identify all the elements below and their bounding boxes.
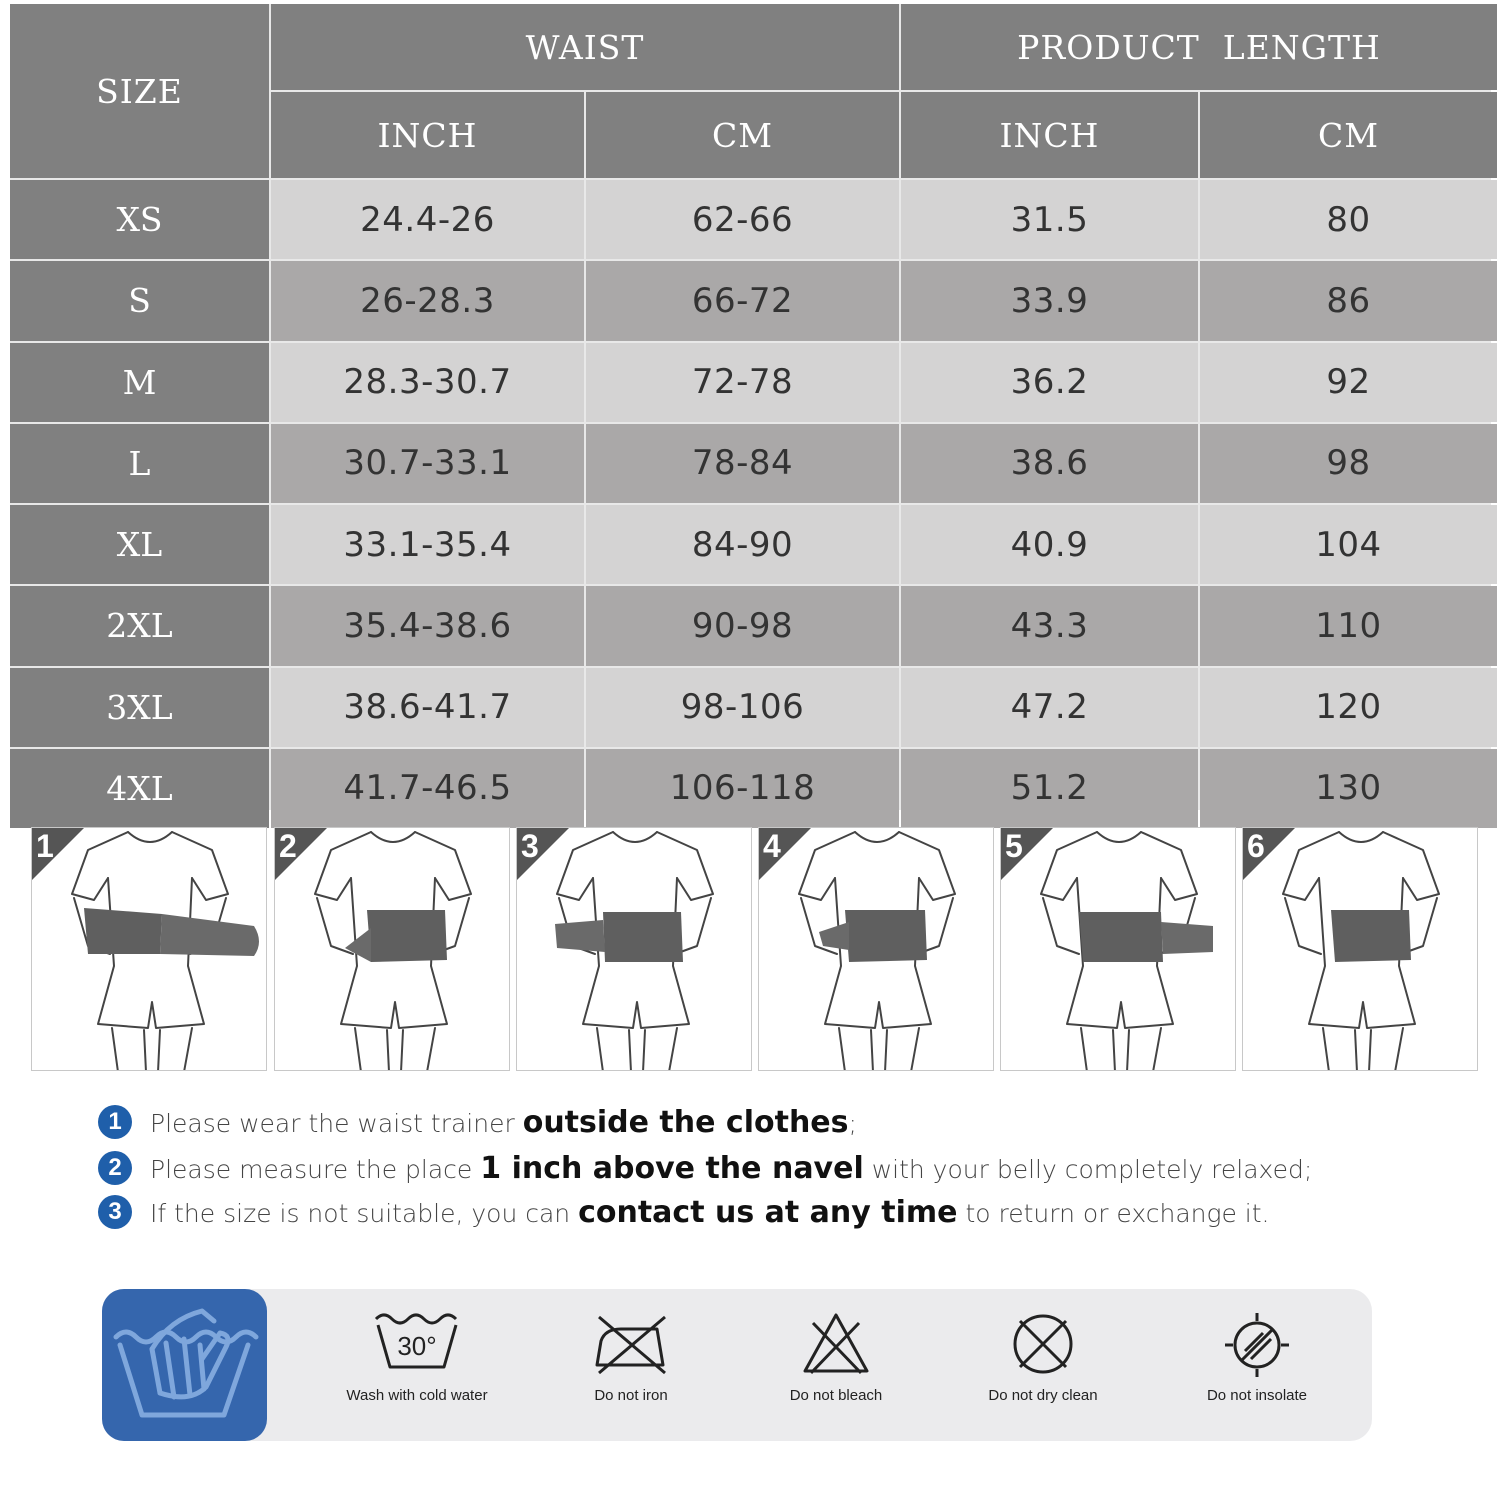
- waist-inch-cell: 28.3-30.7: [271, 343, 584, 422]
- step-panel: [274, 827, 510, 1071]
- waist-inch-cell: 26-28.3: [271, 261, 584, 340]
- length-inch-cell: 36.2: [901, 343, 1198, 422]
- length-cm-cell: 92: [1200, 343, 1497, 422]
- note-text: [150, 1105, 857, 1140]
- step-illustration-icon: [1001, 828, 1236, 1071]
- length-inch-cell: 43.3: [901, 586, 1198, 665]
- care-item: [531, 1303, 731, 1433]
- waist-inch-cell: 41.7-46.5: [271, 749, 584, 828]
- step-number: 3: [521, 828, 539, 864]
- note-text: [150, 1151, 1312, 1186]
- length-cm-cell: 110: [1200, 586, 1497, 665]
- waist-inch-cell: 35.4-38.6: [271, 586, 584, 665]
- care-label: Do not dry clean: [988, 1387, 1098, 1404]
- waist-inch-cell: 38.6-41.7: [271, 668, 584, 747]
- hand-wash-badge: [102, 1289, 267, 1441]
- size-chart-table: [10, 4, 1491, 810]
- note-text-bold: contact us at any time: [578, 1194, 958, 1230]
- wash-cold-icon: [317, 1311, 517, 1377]
- step-number: 6: [1247, 828, 1265, 864]
- waist-cm-cell: 84-90: [586, 505, 899, 584]
- size-label: L: [10, 424, 269, 503]
- note-number-badge: 2: [98, 1151, 132, 1185]
- length-cm-header: CM: [1200, 92, 1497, 178]
- step-number: 1: [36, 828, 54, 864]
- length-inch-cell: 40.9: [901, 505, 1198, 584]
- length-inch-cell: 47.2: [901, 668, 1198, 747]
- step-illustration-icon: [32, 828, 267, 1071]
- length-inch-cell: 51.2: [901, 749, 1198, 828]
- step-panel: [31, 827, 267, 1071]
- instruction-note: [98, 1102, 857, 1142]
- step-number: 2: [279, 828, 297, 864]
- length-cm-cell: 86: [1200, 261, 1497, 340]
- waist-cm-cell: 98-106: [586, 668, 899, 747]
- length-cm-cell: 120: [1200, 668, 1497, 747]
- length-inch-header: INCH: [901, 92, 1198, 178]
- note-text-plain: Please measure the place: [150, 1154, 481, 1184]
- product-length-header: PRODUCT LENGTH: [901, 4, 1497, 90]
- step-illustration-icon: [1243, 828, 1478, 1071]
- waist-inch-cell: 30.7-33.1: [271, 424, 584, 503]
- step-panel: [1242, 827, 1478, 1071]
- waist-cm-header: CM: [586, 92, 899, 178]
- care-label: Wash with cold water: [346, 1387, 488, 1404]
- step-number: 5: [1005, 828, 1023, 864]
- step-illustration-icon: [759, 828, 994, 1071]
- length-cm-cell: 80: [1200, 180, 1497, 259]
- waist-cm-cell: 78-84: [586, 424, 899, 503]
- no-dry-clean-icon: [943, 1311, 1143, 1377]
- size-label: M: [10, 343, 269, 422]
- waist-inch-cell: 33.1-35.4: [271, 505, 584, 584]
- waist-cm-cell: 62-66: [586, 180, 899, 259]
- note-text-plain: Please wear the waist trainer: [150, 1108, 523, 1138]
- note-number-badge: 3: [98, 1195, 132, 1229]
- size-label: 2XL: [10, 586, 269, 665]
- size-label: 4XL: [10, 749, 269, 828]
- waist-inch-cell: 24.4-26: [271, 180, 584, 259]
- care-label: Do not iron: [594, 1387, 668, 1404]
- step-panel: [516, 827, 752, 1071]
- waist-cm-cell: 106-118: [586, 749, 899, 828]
- hand-wash-icon: [102, 1289, 267, 1441]
- length-inch-cell: 38.6: [901, 424, 1198, 503]
- no-bleach-icon: [736, 1311, 936, 1377]
- length-cm-cell: 98: [1200, 424, 1497, 503]
- wearing-steps: [31, 827, 1479, 1071]
- note-number-badge: 1: [98, 1105, 132, 1139]
- waist-cm-cell: 72-78: [586, 343, 899, 422]
- size-label: XL: [10, 505, 269, 584]
- waist-cm-cell: 66-72: [586, 261, 899, 340]
- size-label: S: [10, 261, 269, 340]
- size-header: SIZE: [10, 4, 269, 178]
- step-illustration-icon: [517, 828, 752, 1071]
- instruction-note: [98, 1148, 1312, 1188]
- wash-temperature: 30°: [397, 1331, 437, 1361]
- instruction-note: [98, 1192, 1270, 1232]
- size-label: 3XL: [10, 668, 269, 747]
- no-iron-icon: [531, 1311, 731, 1377]
- care-item: [736, 1303, 936, 1433]
- step-panel: [758, 827, 994, 1071]
- waist-cm-cell: 90-98: [586, 586, 899, 665]
- step-panel: [1000, 827, 1236, 1071]
- note-text-tail: ;: [848, 1108, 857, 1138]
- step-number: 4: [763, 828, 781, 864]
- size-label: XS: [10, 180, 269, 259]
- care-item: [317, 1303, 517, 1433]
- care-item: [943, 1303, 1143, 1433]
- note-text-tail: with your belly completely relaxed;: [863, 1154, 1313, 1184]
- note-text-bold: outside the clothes: [522, 1104, 849, 1140]
- note-text-plain: If the size is not suitable, you can: [150, 1198, 579, 1228]
- note-text-tail: to return or exchange it.: [957, 1198, 1270, 1228]
- care-item: [1157, 1303, 1357, 1433]
- care-instructions-panel: [102, 1289, 1372, 1441]
- length-cm-cell: 104: [1200, 505, 1497, 584]
- waist-inch-header: INCH: [271, 92, 584, 178]
- care-label: Do not insolate: [1206, 1387, 1308, 1404]
- no-sun-icon: [1157, 1311, 1357, 1377]
- length-cm-cell: 130: [1200, 749, 1497, 828]
- note-text: [150, 1195, 1270, 1230]
- step-illustration-icon: [275, 828, 510, 1071]
- length-inch-cell: 33.9: [901, 261, 1198, 340]
- waist-header: WAIST: [271, 4, 899, 90]
- length-inch-cell: 31.5: [901, 180, 1198, 259]
- note-text-bold: 1 inch above the navel: [480, 1150, 864, 1186]
- care-label: Do not bleach: [789, 1387, 883, 1404]
